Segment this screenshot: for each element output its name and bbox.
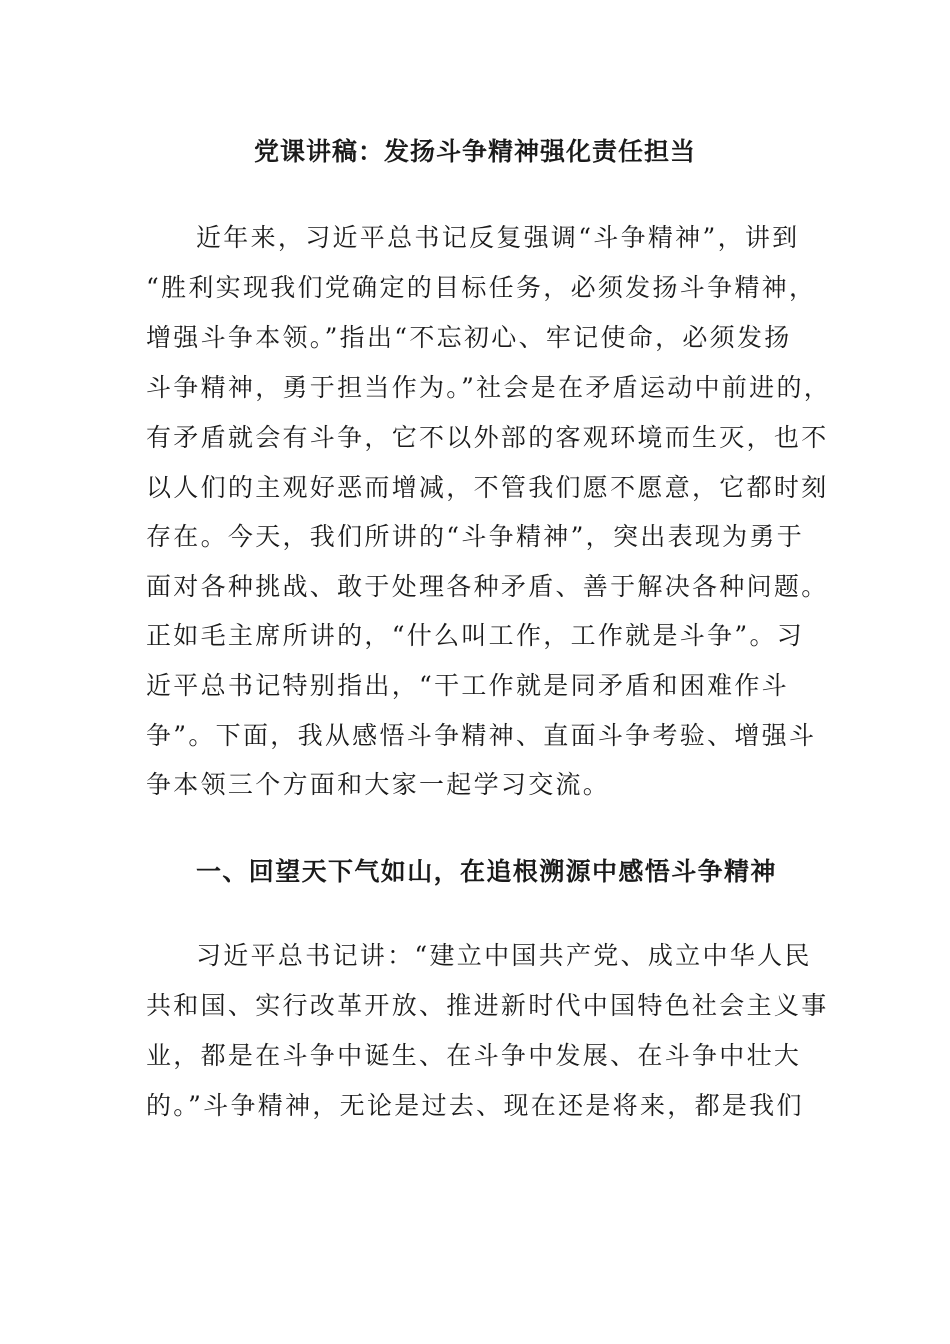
paragraph1-line: 争”。下面，我从感悟斗争精神、直面斗争考验、增强斗 bbox=[146, 721, 817, 750]
paragraph2-line: 习近平总书记讲：“建立中国共产党、成立中华人民 bbox=[196, 941, 812, 970]
document-title: 党课讲稿：发扬斗争精神强化责任担当 bbox=[253, 137, 696, 166]
paragraph1-line: 正如毛主席所讲的，“什么叫工作，工作就是斗争”。习 bbox=[146, 621, 805, 650]
paragraph1-line: 近年来，习近平总书记反复强调“斗争精神”，讲到 bbox=[196, 223, 800, 252]
paragraph1-line: 面对各种挑战、敢于处理各种矛盾、善于解决各种问题。 bbox=[146, 572, 829, 601]
paragraph2-line: 业，都是在斗争中诞生、在斗争中发展、在斗争中壮大 bbox=[146, 1041, 802, 1070]
paragraph1-line: 以人们的主观好恶而增减，不管我们愿不愿意，它都时刻 bbox=[146, 473, 829, 502]
paragraph1-line: “胜利实现我们党确定的目标任务，必须发扬斗争精神， bbox=[146, 273, 817, 302]
paragraph1-line: 近平总书记特别指出，“干工作就是同矛盾和困难作斗 bbox=[146, 671, 789, 700]
paragraph2-line: 的。”斗争精神，无论是过去、现在还是将来，都是我们 bbox=[146, 1091, 804, 1120]
paragraph1-line: 争本领三个方面和大家一起学习交流。 bbox=[146, 770, 611, 799]
paragraph1-line: 增强斗争本领。”指出“不忘初心、牢记使命，必须发扬 bbox=[146, 323, 792, 352]
paragraph1-line: 斗争精神，勇于担当作为。”社会是在矛盾运动中前进的， bbox=[146, 373, 832, 402]
paragraph1-line: 有矛盾就会有斗争，它不以外部的客观环境而生灭，也不 bbox=[146, 423, 829, 452]
section-heading: 一、回望天下气如山，在追根溯源中感悟斗争精神 bbox=[196, 857, 777, 886]
paragraph1-line: 存在。今天，我们所讲的“斗争精神”，突出表现为勇于 bbox=[146, 522, 805, 551]
paragraph2-line: 共和国、实行改革开放、推进新时代中国特色社会主义事 bbox=[146, 991, 829, 1020]
